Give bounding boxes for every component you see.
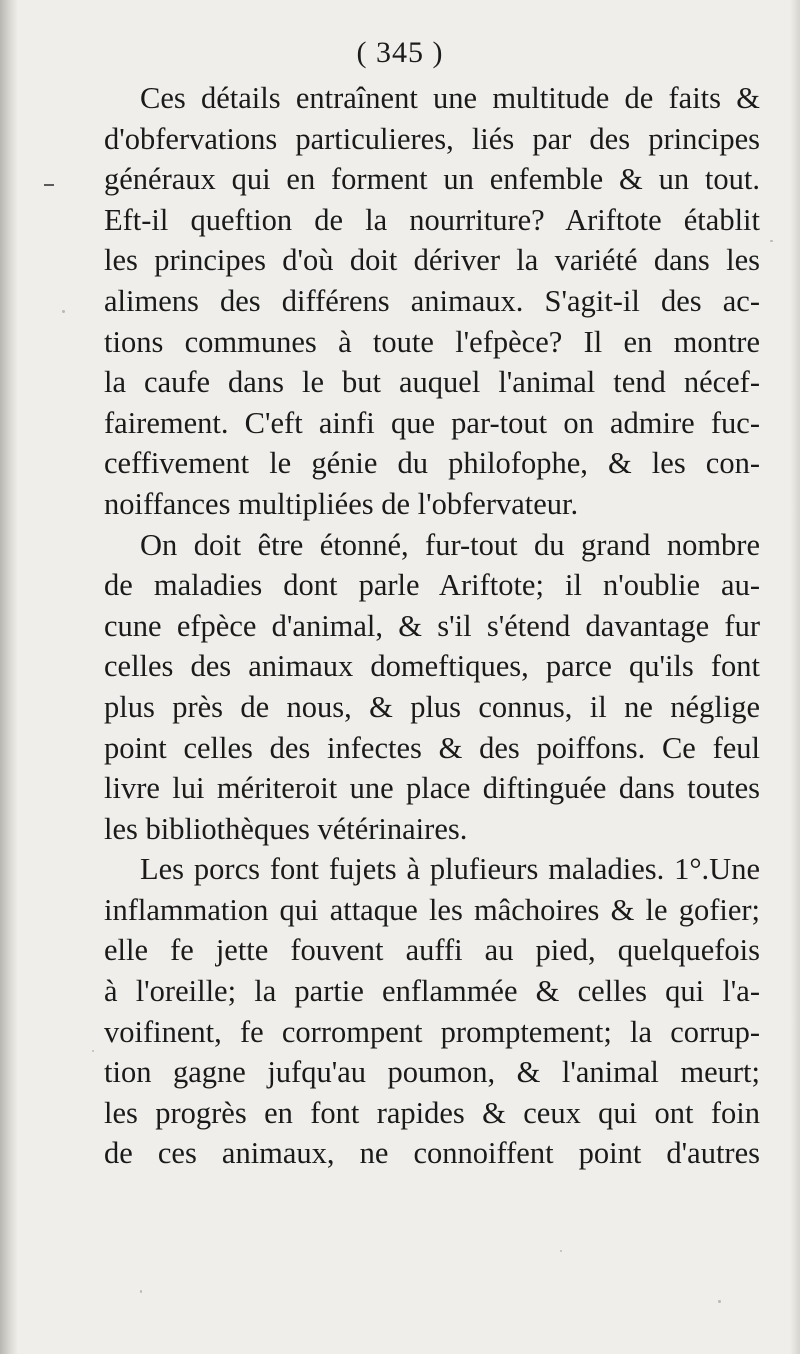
text-line: celles des animaux domeftiques, parce qu'ils font — [104, 649, 760, 684]
text-line: d'obfervations particulieres, liés par des principes — [104, 121, 760, 156]
page-number: ( 345 ) — [356, 36, 444, 69]
paper-fleck — [92, 1050, 94, 1052]
text-line: la caufe dans le but auquel l'animal tend nécef- — [104, 365, 760, 400]
gutter-shadow — [0, 0, 18, 1354]
paper-fleck — [770, 240, 773, 242]
text-line: tions communes à toute l'efpèce? Il en montre — [104, 324, 760, 359]
paper-fleck — [62, 310, 65, 313]
paragraph-p2 — [104, 525, 760, 850]
text-line: de maladies dont parle Ariftote; il n'oublie au- — [104, 568, 760, 603]
text-line: elle fe jette fouvent auffi au pied, quelquefois — [104, 933, 760, 968]
text-line: plus près de nous, & plus connus, il ne néglige — [104, 689, 760, 724]
text-line: généraux qui en forment un enfemble & un tout. — [104, 162, 760, 197]
page-edge-shading — [790, 0, 800, 1354]
text-line: les principes d'où doit dériver la variété dans les — [104, 243, 760, 278]
text-line: les progrès en font rapides & ceux qui ont foin — [104, 1095, 760, 1130]
text-line: inflammation qui attaque les mâchoires & le gofier; — [104, 892, 760, 927]
margin-mark — [44, 184, 54, 186]
text-line: Eft-il queftion de la nourriture? Ariftote établit — [104, 202, 760, 237]
text-line: noiffances multipliées de l'obfervateur. — [104, 486, 579, 521]
text-line: cune efpèce d'animal, & s'il s'étend davantage fur — [104, 608, 760, 643]
text-line: Les porcs font fujets à plufieurs maladies. 1°.Une — [140, 852, 760, 887]
paragraph-p3 — [104, 849, 760, 1174]
paper-fleck — [560, 1250, 562, 1252]
text-line: Ces détails entraînent une multitude de faits & — [140, 81, 760, 115]
text-line: les bibliothèques vétérinaires. — [104, 811, 468, 846]
text-line: de ces animaux, ne connoiffent point d'autres — [104, 1136, 760, 1171]
paragraph-p1 — [104, 78, 760, 525]
text-line: à l'oreille; la partie enflammée & celles qui l'a- — [104, 974, 760, 1009]
text-line: alimens des différens animaux. S'agit-il des ac- — [104, 283, 760, 318]
text-line: point celles des infectes & des poiffons. Ce feul — [104, 730, 760, 765]
text-line: On doit être étonné, fur-tout du grand nombre — [140, 527, 760, 562]
text-line: fairement. C'eft ainfi que par-tout on admire fuc- — [104, 405, 760, 440]
text-line: tion gagne jufqu'au poumon, & l'animal meurt; — [104, 1055, 760, 1090]
paper-fleck — [718, 1300, 721, 1303]
paper-fleck — [140, 1290, 142, 1293]
body-text — [104, 78, 760, 1174]
text-line: livre lui mériteroit une place diftinguée dans toutes — [104, 771, 760, 806]
text-line: voifinent, fe corrompent promptement; la corrup- — [104, 1014, 760, 1049]
text-line: ceffivement le génie du philofophe, & les con- — [104, 446, 760, 481]
